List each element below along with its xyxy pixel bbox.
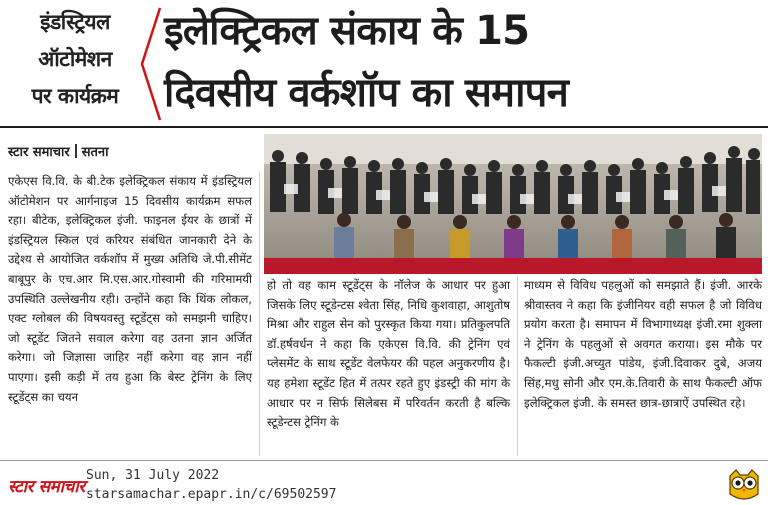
article-column-2 (267, 276, 510, 433)
edition-url[interactable]: starsamachar.epapr.in/c/69502597 (86, 487, 337, 502)
article-column-1 (8, 172, 252, 407)
publisher-logo: स्टार समाचार (8, 477, 85, 497)
article-column-1-text: एकेएस वि.वि. के बी.टेक इलेक्ट्रिकल संकाय में इंडस्ट्रियल ऑटोमेशन पर आर्गनाइज 15 दिवसीय कार्यक्रम सफल रहा। बीटेक, इलेक्ट्रिकल इंजी. फाइनल ईयर के छात्रों में इंडस्ट्रियल स्किल एवं करियर संबंधित जानकारी देने के उद्देश्य से आयोजित वर्कशॉप में मुख्य अतिथि जे.पी.सीमेंट बाबूपुर के एच.आर मि.एस.आर.गोस्वामी की गरिमामयी उपस्थिति उल्लेखनीय रही। उन्होंने कहा कि थिंक लोकल, एक्ट ग्लोबल की विषयवस्तु स्टूडेंट्स को समझनी चाहिए। जो स्टूडेंट जितने सवाल करेगा वह उतना ज्ञान अर्जित करेगा। जो जिज्ञासा जाहिर नहीं करेगा वह ज्ञान नहीं पाएगा। इसी कड़ी में तय हुआ कि बेस्ट ट्रेनिंग के लिए स्टूडेंट्स का चयन (8, 174, 252, 404)
headline-rule (0, 126, 768, 128)
owl-mascot-icon (726, 466, 762, 502)
headline (164, 0, 764, 124)
edition-date: Sun, 31 July 2022 (86, 468, 220, 483)
column-divider-1 (259, 172, 260, 456)
article-column-2-text: हो तो वह काम स्टूडेंट्स के नॉलेज के आधार पर हुआ जिसके लिए स्टूडेन्टस श्वेता सिंह, निधि कुशवाहा, आशुतोष मिश्रा और राहुल सेन को पुरस्कृत किया गया। प्रतिकुलपति डॉ.हर्षवर्धन ने कहा कि एकेएस वि.वि. की ट्रेनिंग एवं प्लेसमेंट के साथ स्टूडेंट वेलफेयर की पहल अनुकरणीय है। यह हमेशा स्टूडेंट हित में तत्पर रहते हुए इंडस्ट्री की मांग के आधार पर न सिर्फ सिलेबस में परिवर्तन करती है बल्कि स्टूडेन्टस ट्रेनिंग के (267, 278, 510, 430)
column-divider-2 (517, 276, 518, 456)
kicker-line-2: ऑटोमेशन (38, 47, 112, 71)
kicker-line-1: इंडस्ट्रियल (40, 10, 110, 34)
kicker (6, 4, 144, 115)
byline-source: स्टार समाचार (8, 145, 70, 160)
byline-divider (75, 144, 77, 158)
article-column-3 (524, 276, 762, 413)
edition-meta (86, 466, 336, 504)
byline (8, 142, 108, 160)
headline-line-1: इलेक्ट्रिकल संकाय के 15 (164, 8, 530, 54)
kicker-line-3: पर कार्यक्रम (31, 84, 119, 108)
byline-city: सतना (81, 145, 109, 160)
article-column-3-text: माध्यम से विविध पहलुओं को समझाते हैं। इंजी. आरके श्रीवास्तव ने कहा कि इंजीनियर वही सफल है जो विविध प्रयोग करता है। समापन में विभागाध्यक्ष इंजी.रमा शुक्ला ने ट्रेनिंग के पहलुओं से अवगत कराया। इस मौके पर फैकल्टी इंजी.अच्युत पांडेय, इंजी.दिवाकर दुबे, अजय सिंह,मधु सोनी और एम.के.तिवारी के साथ फैकल्टी ऑफ इलेक्ट्रिकल इंजी. के समस्त छात्र-छात्राऐं उपस्थित रहे। (524, 278, 762, 410)
kicker-chevron-icon (138, 6, 164, 122)
headline-line-2: दिवसीय वर्कशॉप का समापन (164, 70, 568, 116)
footer-rule (0, 460, 768, 461)
group-photo (264, 134, 762, 274)
